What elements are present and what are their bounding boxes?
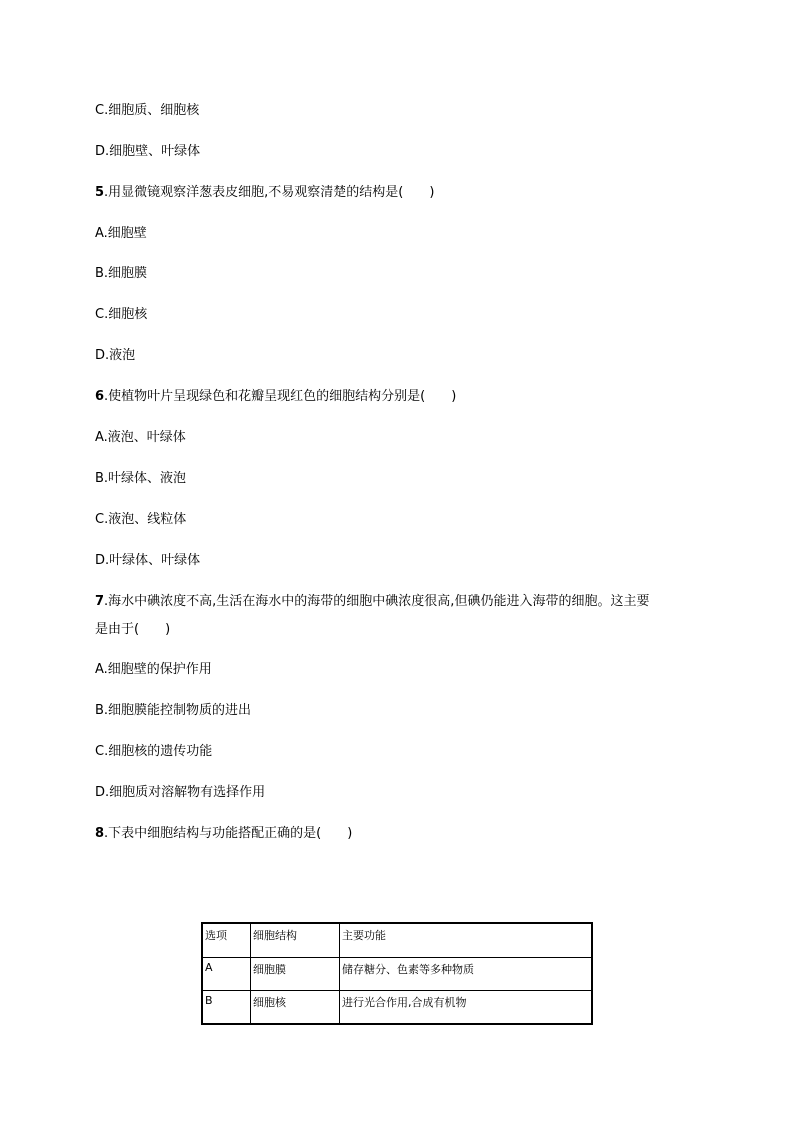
q6-option-c: C.液泡、线粒体 xyxy=(95,512,187,527)
q7-stem-line2: 是由于( ) xyxy=(95,622,171,637)
q5-stem-text: .用显微镜观察洋葱表皮细胞,不易观察清楚的结构是( ) xyxy=(104,185,435,200)
q5-number: 5 xyxy=(95,185,105,200)
table-cell-option: A xyxy=(202,958,251,991)
q7-stem-line1 xyxy=(95,592,649,612)
table-row xyxy=(202,958,592,991)
table-cell-structure: 细胞膜 xyxy=(251,958,340,991)
q7-stem-text: .海水中碘浓度不高,生活在海水中的海带的细胞中碘浓度很高,但碘仍能进入海带的细胞。这主要 xyxy=(104,594,650,609)
q5-option-c: C.细胞核 xyxy=(95,307,148,322)
structure-function-table xyxy=(201,922,593,1025)
q5-stem xyxy=(95,183,434,203)
q6-stem xyxy=(95,387,456,407)
table-cell-structure: 细胞核 xyxy=(251,991,340,1025)
q6-number: 6 xyxy=(95,389,105,404)
table-header-structure: 细胞结构 xyxy=(251,923,340,958)
q8-stem xyxy=(95,824,352,844)
q4-option-c: C.细胞质、细胞核 xyxy=(95,103,200,118)
table-header-option: 选项 xyxy=(202,923,251,958)
q7-number: 7 xyxy=(95,594,105,609)
q5-option-b: B.细胞膜 xyxy=(95,266,148,281)
table-header-row xyxy=(202,923,592,958)
q6-stem-text: .使植物叶片呈现绿色和花瓣呈现红色的细胞结构分别是( ) xyxy=(104,389,457,404)
table-cell-option: B xyxy=(202,991,251,1025)
q6-option-a: A.液泡、叶绿体 xyxy=(95,430,186,445)
q7-option-c: C.细胞核的遗传功能 xyxy=(95,744,213,759)
q4-option-d: D.细胞壁、叶绿体 xyxy=(95,144,201,159)
q6-option-b: B.叶绿体、液泡 xyxy=(95,471,187,486)
q7-option-a: A.细胞壁的保护作用 xyxy=(95,662,212,677)
q7-option-b: B.细胞膜能控制物质的进出 xyxy=(95,703,252,718)
q5-option-a: A.细胞壁 xyxy=(95,226,147,241)
q7-option-d: D.细胞质对溶解物有选择作用 xyxy=(95,785,266,800)
q8-number: 8 xyxy=(95,826,105,841)
q8-stem-text: .下表中细胞结构与功能搭配正确的是( ) xyxy=(104,826,353,841)
table-cell-function: 进行光合作用,合成有机物 xyxy=(340,991,593,1025)
table-row xyxy=(202,991,592,1025)
table-cell-function: 储存糖分、色素等多种物质 xyxy=(340,958,593,991)
q6-option-d: D.叶绿体、叶绿体 xyxy=(95,553,201,568)
table-header-function: 主要功能 xyxy=(340,923,593,958)
q5-option-d: D.液泡 xyxy=(95,348,136,363)
